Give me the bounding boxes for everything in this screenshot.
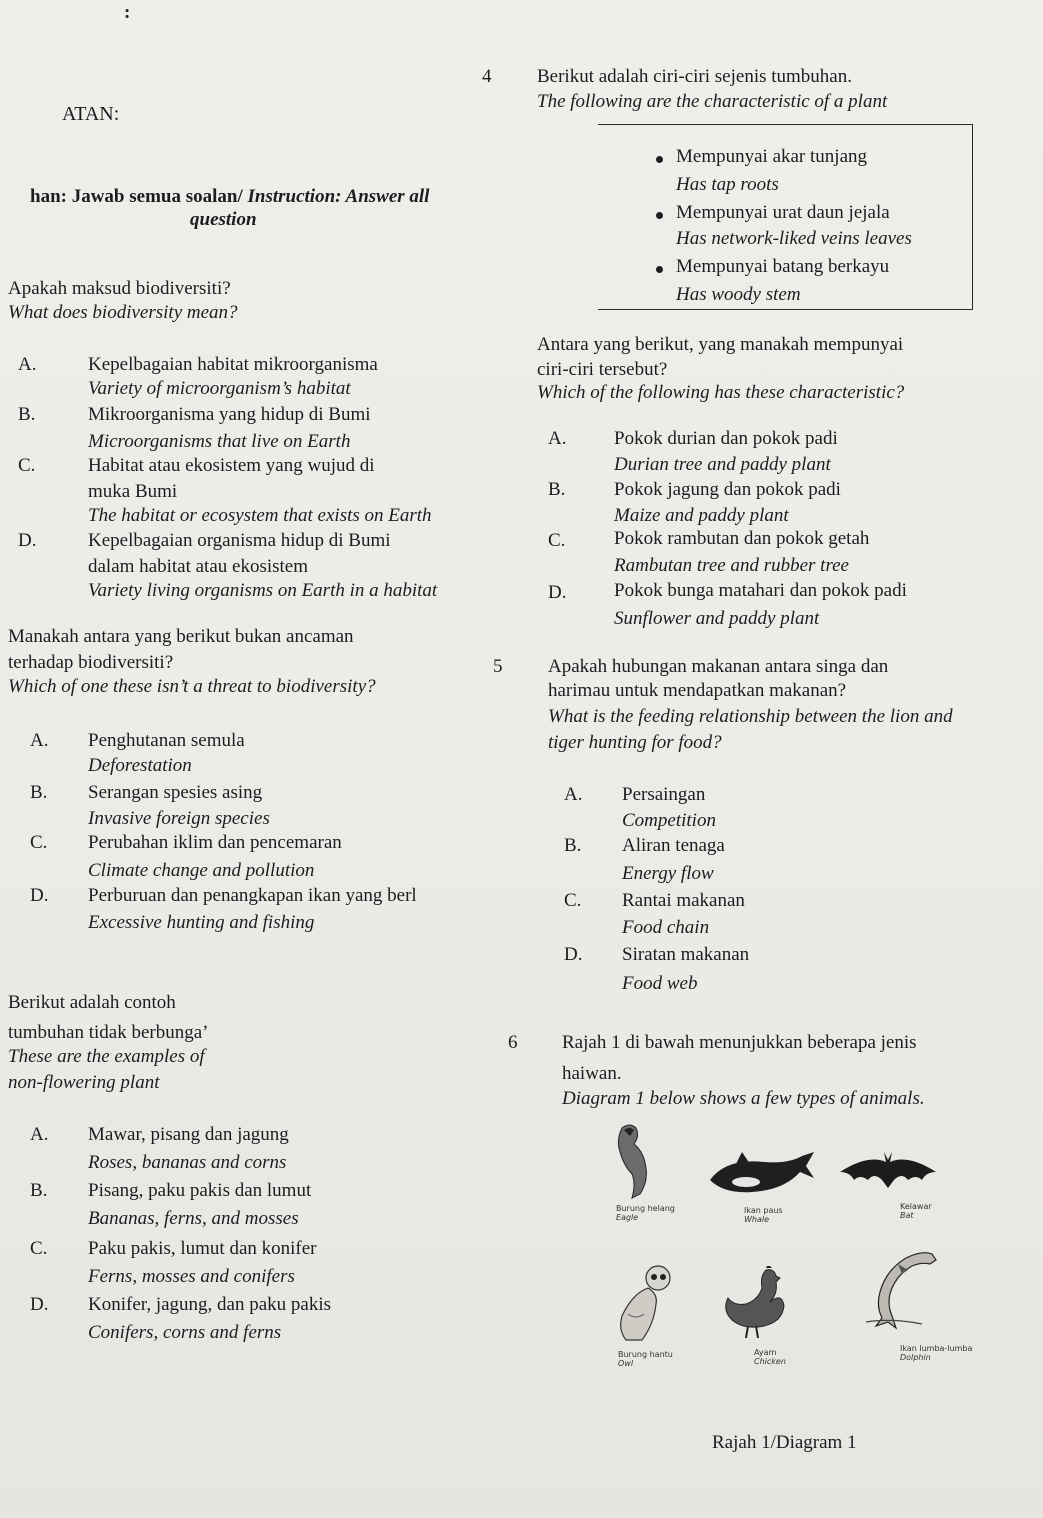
q6-question-ms2: haiwan. — [562, 1063, 622, 1084]
section-header: ATAN: — [62, 103, 120, 125]
q5-number: 5 — [493, 656, 503, 677]
q6-number: 6 — [508, 1032, 518, 1053]
q4-question-en: The following are the characteristic of a plant — [537, 91, 888, 112]
q4-box-item-2-en: Has network-liked veins leaves — [676, 228, 912, 249]
animal-label-bat: Kelawar Bat — [900, 1202, 932, 1220]
q4-ask-en: Which of the following has these characteristic? — [537, 382, 905, 403]
bat-icon — [838, 1150, 938, 1192]
bullet-icon — [656, 266, 663, 273]
q4-number: 4 — [482, 66, 492, 87]
q4-question-ms: Berikut adalah ciri-ciri sejenis tumbuhan. — [537, 66, 852, 87]
whale-icon — [706, 1150, 818, 1200]
q3-question-ms: Berikut adalah contoh — [8, 992, 176, 1013]
animal-label-whale: Ikan paus Whale — [744, 1206, 783, 1224]
q2-question-ms: Manakah antara yang berikut bukan ancaman — [8, 626, 354, 647]
animal-label-eagle: Burung helang Eagle — [616, 1204, 675, 1222]
q4-box-item-3-ms: Mempunyai batang berkayu — [676, 256, 890, 277]
q4-ask-ms: Antara yang berikut, yang manakah mempunyai — [537, 334, 904, 355]
q4-box-item-3-en: Has woody stem — [676, 284, 801, 305]
chicken-icon — [718, 1266, 788, 1340]
instruction-text: han: Jawab semua soalan/ Instruction: Answer all — [30, 186, 430, 207]
q2-question-en: Which of one these isn’t a threat to biodiversity? — [8, 676, 376, 697]
bullet-icon — [656, 212, 663, 219]
bullet-icon — [656, 156, 663, 163]
stray-colon: : — [124, 2, 131, 23]
diagram-caption: Rajah 1/Diagram 1 — [712, 1432, 857, 1453]
q5-question-en2: tiger hunting for food? — [548, 732, 722, 753]
q3-question-ms2: tumbuhan tidak berbunga’ — [8, 1022, 209, 1043]
q4-box-item-2-ms: Mempunyai urat daun jejala — [676, 202, 890, 223]
q5-question-ms: Apakah hubungan makanan antara singa dan — [548, 656, 889, 677]
animal-label-owl: Burung hantu Owl — [618, 1350, 673, 1368]
owl-icon — [612, 1264, 678, 1344]
q1-question-en: What does biodiversity mean? — [8, 302, 238, 323]
q4-ask-ms2: ciri-ciri tersebut? — [537, 359, 668, 380]
q6-question-en: Diagram 1 below shows a few types of animals. — [562, 1088, 925, 1109]
q3-question-en: These are the examples of — [8, 1046, 205, 1067]
q5-question-en: What is the feeding relationship between the lion and — [548, 706, 953, 727]
q4-box-item-1-ms: Mempunyai akar tunjang — [676, 146, 868, 167]
q1-question-ms: Apakah maksud biodiversiti? — [8, 278, 231, 299]
q5-question-ms2: harimau untuk mendapatkan makanan? — [548, 680, 847, 701]
exam-page: : ATAN: han: Jawab semua soalan/ Instruction: Answer all question Apakah maksud biodiversiti? What does biodiversity mean? A. Kepelbagaian habitat mikroorganisma Variety of microorganism’s habitat B. Mikroorganisma yang hidup di Bumi Microorganisms that live on Earth C. Habitat atau ekosistem yang wujud di muka Bumi The habitat or ecosystem that exists on Earth D. Kepelbagaian organisma hidup di Bumi dalam habitat atau ekosistem Variety living organisms on Earth in a habitat Manakah antara yang berikut bukan ancaman terhadap biodiversiti? Which of one these isn’t a threat to biodiversity? A. Penghutanan semula Deforestation B. Serangan spesies asing Invasive foreign species C. Perubahan iklim dan pencemaran Climate change and pollution D. Perburuan dan penangkapan ikan yang berl Excessive hunting and fishing Berikut adalah contoh tumbuhan tidak berbunga’ These are the examples of non-flowering plant A. Mawar, pisang dan jagung Roses, bananas and corns B. Pisang, paku pakis dan lumut Bananas, ferns, and mosses C. Paku pakis, lumut dan konifer Ferns, mosses and conifers D. Konifer, jagung, dan paku pakis Conifers, corns and ferns 4 Berikut adalah ciri-ciri sejenis tumbuhan. The following are the characteristic of a plant Mempunyai akar tunjang Has tap roots Mempunyai urat daun jejala Has network-liked veins leaves Mempunyai batang berkayu Has woody stem Antara yang berikut, yang manakah mempunyai ciri-ciri tersebut? Which of the following has these characteristic? A. Pokok durian dan pokok padi Durian tree and paddy plant B. Pokok jagung dan pokok padi Maize and paddy plant C. Pokok rambutan dan pokok getah Rambutan tree and rubber tree D. Pokok bunga matahari dan pokok padi Sunflower and paddy plant 5 Apakah hubungan makanan antara singa dan harimau untuk mendapatkan makanan? What is the feeding relationship between the lion and tiger hunting for food? A. Persaingan Competition B. Aliran tenaga Energy flow C. Rantai makanan Food chain D. Siratan makanan Food web 6 Rajah 1 di bawah menunjukkan beberapa jenis haiwan. Diagram 1 below shows a few types of animals. Burung helang Eagle Ikan paus Whale Kelawar Bat Burung hantu Owl Ayam Chicken Ikan lumba-lumba Dolphin Rajah 1/Diagram 1 — [0, 0, 1043, 1518]
instruction-text-cont: question — [190, 209, 257, 230]
q2-question-ms2: terhadap biodiversiti? — [8, 652, 174, 673]
eagle-icon — [610, 1122, 660, 1202]
animal-label-chicken: Ayam Chicken — [754, 1348, 786, 1366]
q3-question-en2: non-flowering plant — [8, 1072, 160, 1093]
dolphin-icon — [862, 1248, 942, 1330]
animal-label-dolphin: Ikan lumba-lumba Dolphin — [900, 1344, 973, 1362]
q6-question-ms: Rajah 1 di bawah menunjukkan beberapa jenis — [562, 1032, 917, 1053]
q4-box-item-1-en: Has tap roots — [676, 174, 779, 195]
